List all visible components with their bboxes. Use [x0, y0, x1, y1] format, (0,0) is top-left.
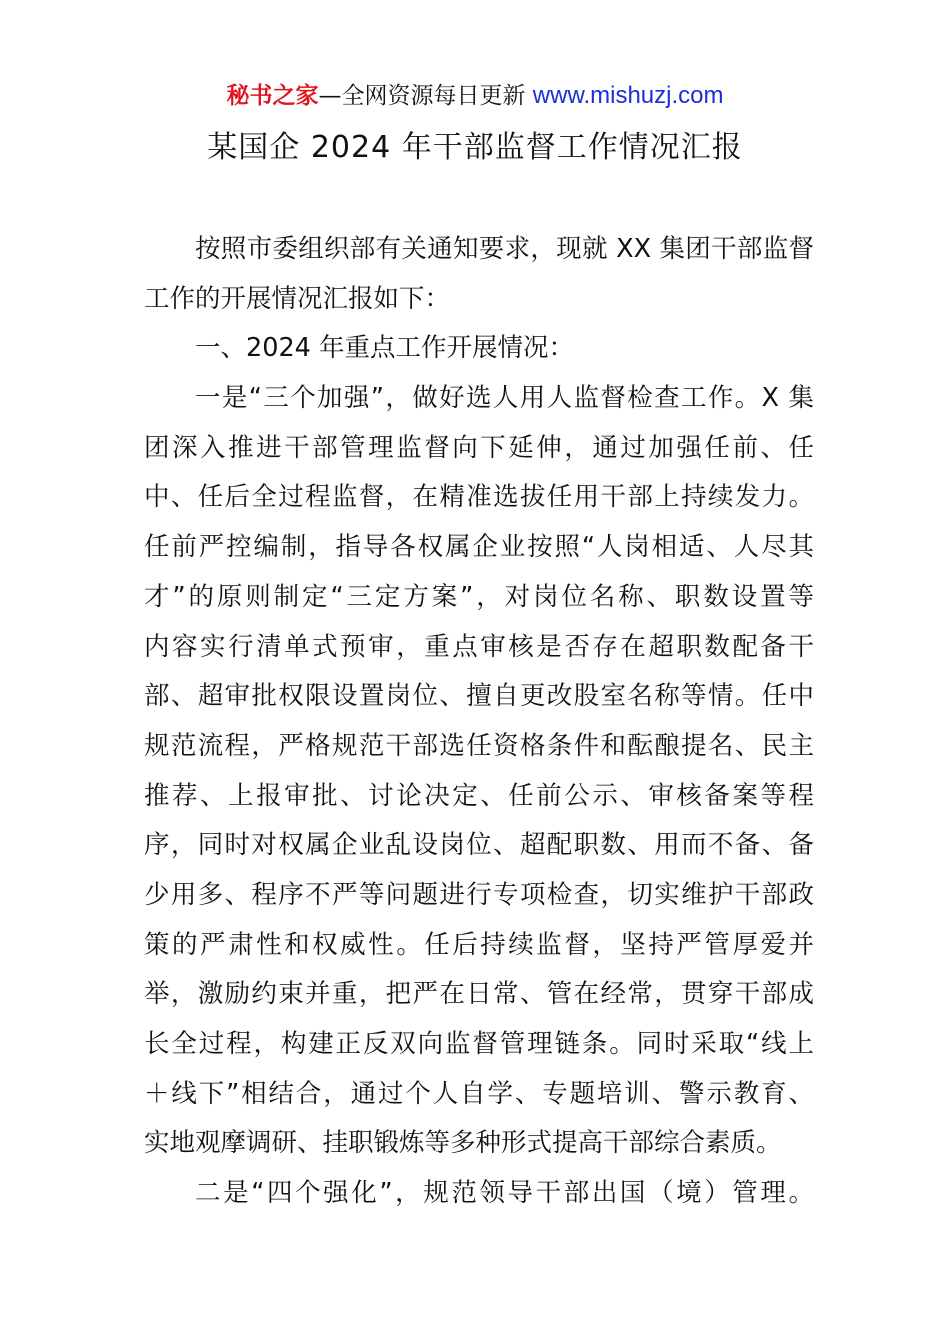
paragraph-line: 按照市委组织部有关通知要求，现就 XX 集团干部监督 [195, 234, 814, 264]
document-body [144, 225, 814, 1219]
paragraph-line: 任前严控编制，指导各权属企业按照“人岗相适、人尽其 [144, 532, 814, 563]
paragraph-line: 部、超审批权限设置岗位、擅自更改股室名称等情。任中 [144, 681, 814, 712]
paragraph-line: 推荐、上报审批、讨论决定、任前公示、审核备案等程 [144, 780, 814, 811]
paragraph-line: 中、任后全过程监督，在精准选拔任用干部上持续发力。 [144, 482, 814, 513]
paragraph-line: 团深入推进干部管理监督向下延伸，通过加强任前、任 [144, 432, 814, 463]
document-title: 某国企 2024 年干部监督工作情况汇报 [207, 130, 743, 165]
paragraph-line: 序，同时对权属企业乱设岗位、超配职数、用而不备、备 [144, 830, 814, 861]
site-header [0, 80, 950, 112]
paragraph-line: 长全过程，构建正反双向监督管理链条。同时采取“线上 [144, 1029, 814, 1059]
paragraph-line: 策的严肃性和权威性。任后持续监督，坚持严管厚爱并 [144, 929, 814, 960]
paragraph-line: 才”的原则制定“三定方案”，对岗位名称、职数设置等 [144, 581, 814, 612]
paragraph-line: 一是“三个加强”，做好选人用人监督检查工作。X 集 [195, 383, 814, 414]
paragraph-line: 规范流程，严格规范干部选任资格条件和酝酿提名、民主 [144, 730, 814, 761]
paragraph-line: 工作的开展情况汇报如下： [144, 283, 451, 314]
header-tagline: —全网资源每日更新 [318, 83, 526, 109]
paragraph-line: 少用多、程序不严等问题进行专项检查，切实维护干部政 [144, 879, 814, 910]
brand-name: 秘书之家 [226, 83, 319, 109]
section-heading: 一、2024 年重点工作开展情况： [195, 333, 575, 364]
paragraph-line: 举，激励约束并重，把严在日常、管在经常，贯穿干部成 [144, 979, 814, 1010]
paragraph-line: 二是“四个强化”，规范领导干部出国（境）管理。 [195, 1178, 814, 1209]
paragraph-line: 内容实行清单式预审，重点审核是否存在超职数配备干 [144, 631, 814, 662]
paragraph-line: ＋线下”相结合，通过个人自学、专题培训、警示教育、 [144, 1078, 814, 1109]
paragraph-line: 实地观摩调研、挂职锻炼等多种形式提高干部综合素质。 [144, 1128, 782, 1159]
site-url-link[interactable]: www.mishuzj.com [532, 82, 724, 109]
